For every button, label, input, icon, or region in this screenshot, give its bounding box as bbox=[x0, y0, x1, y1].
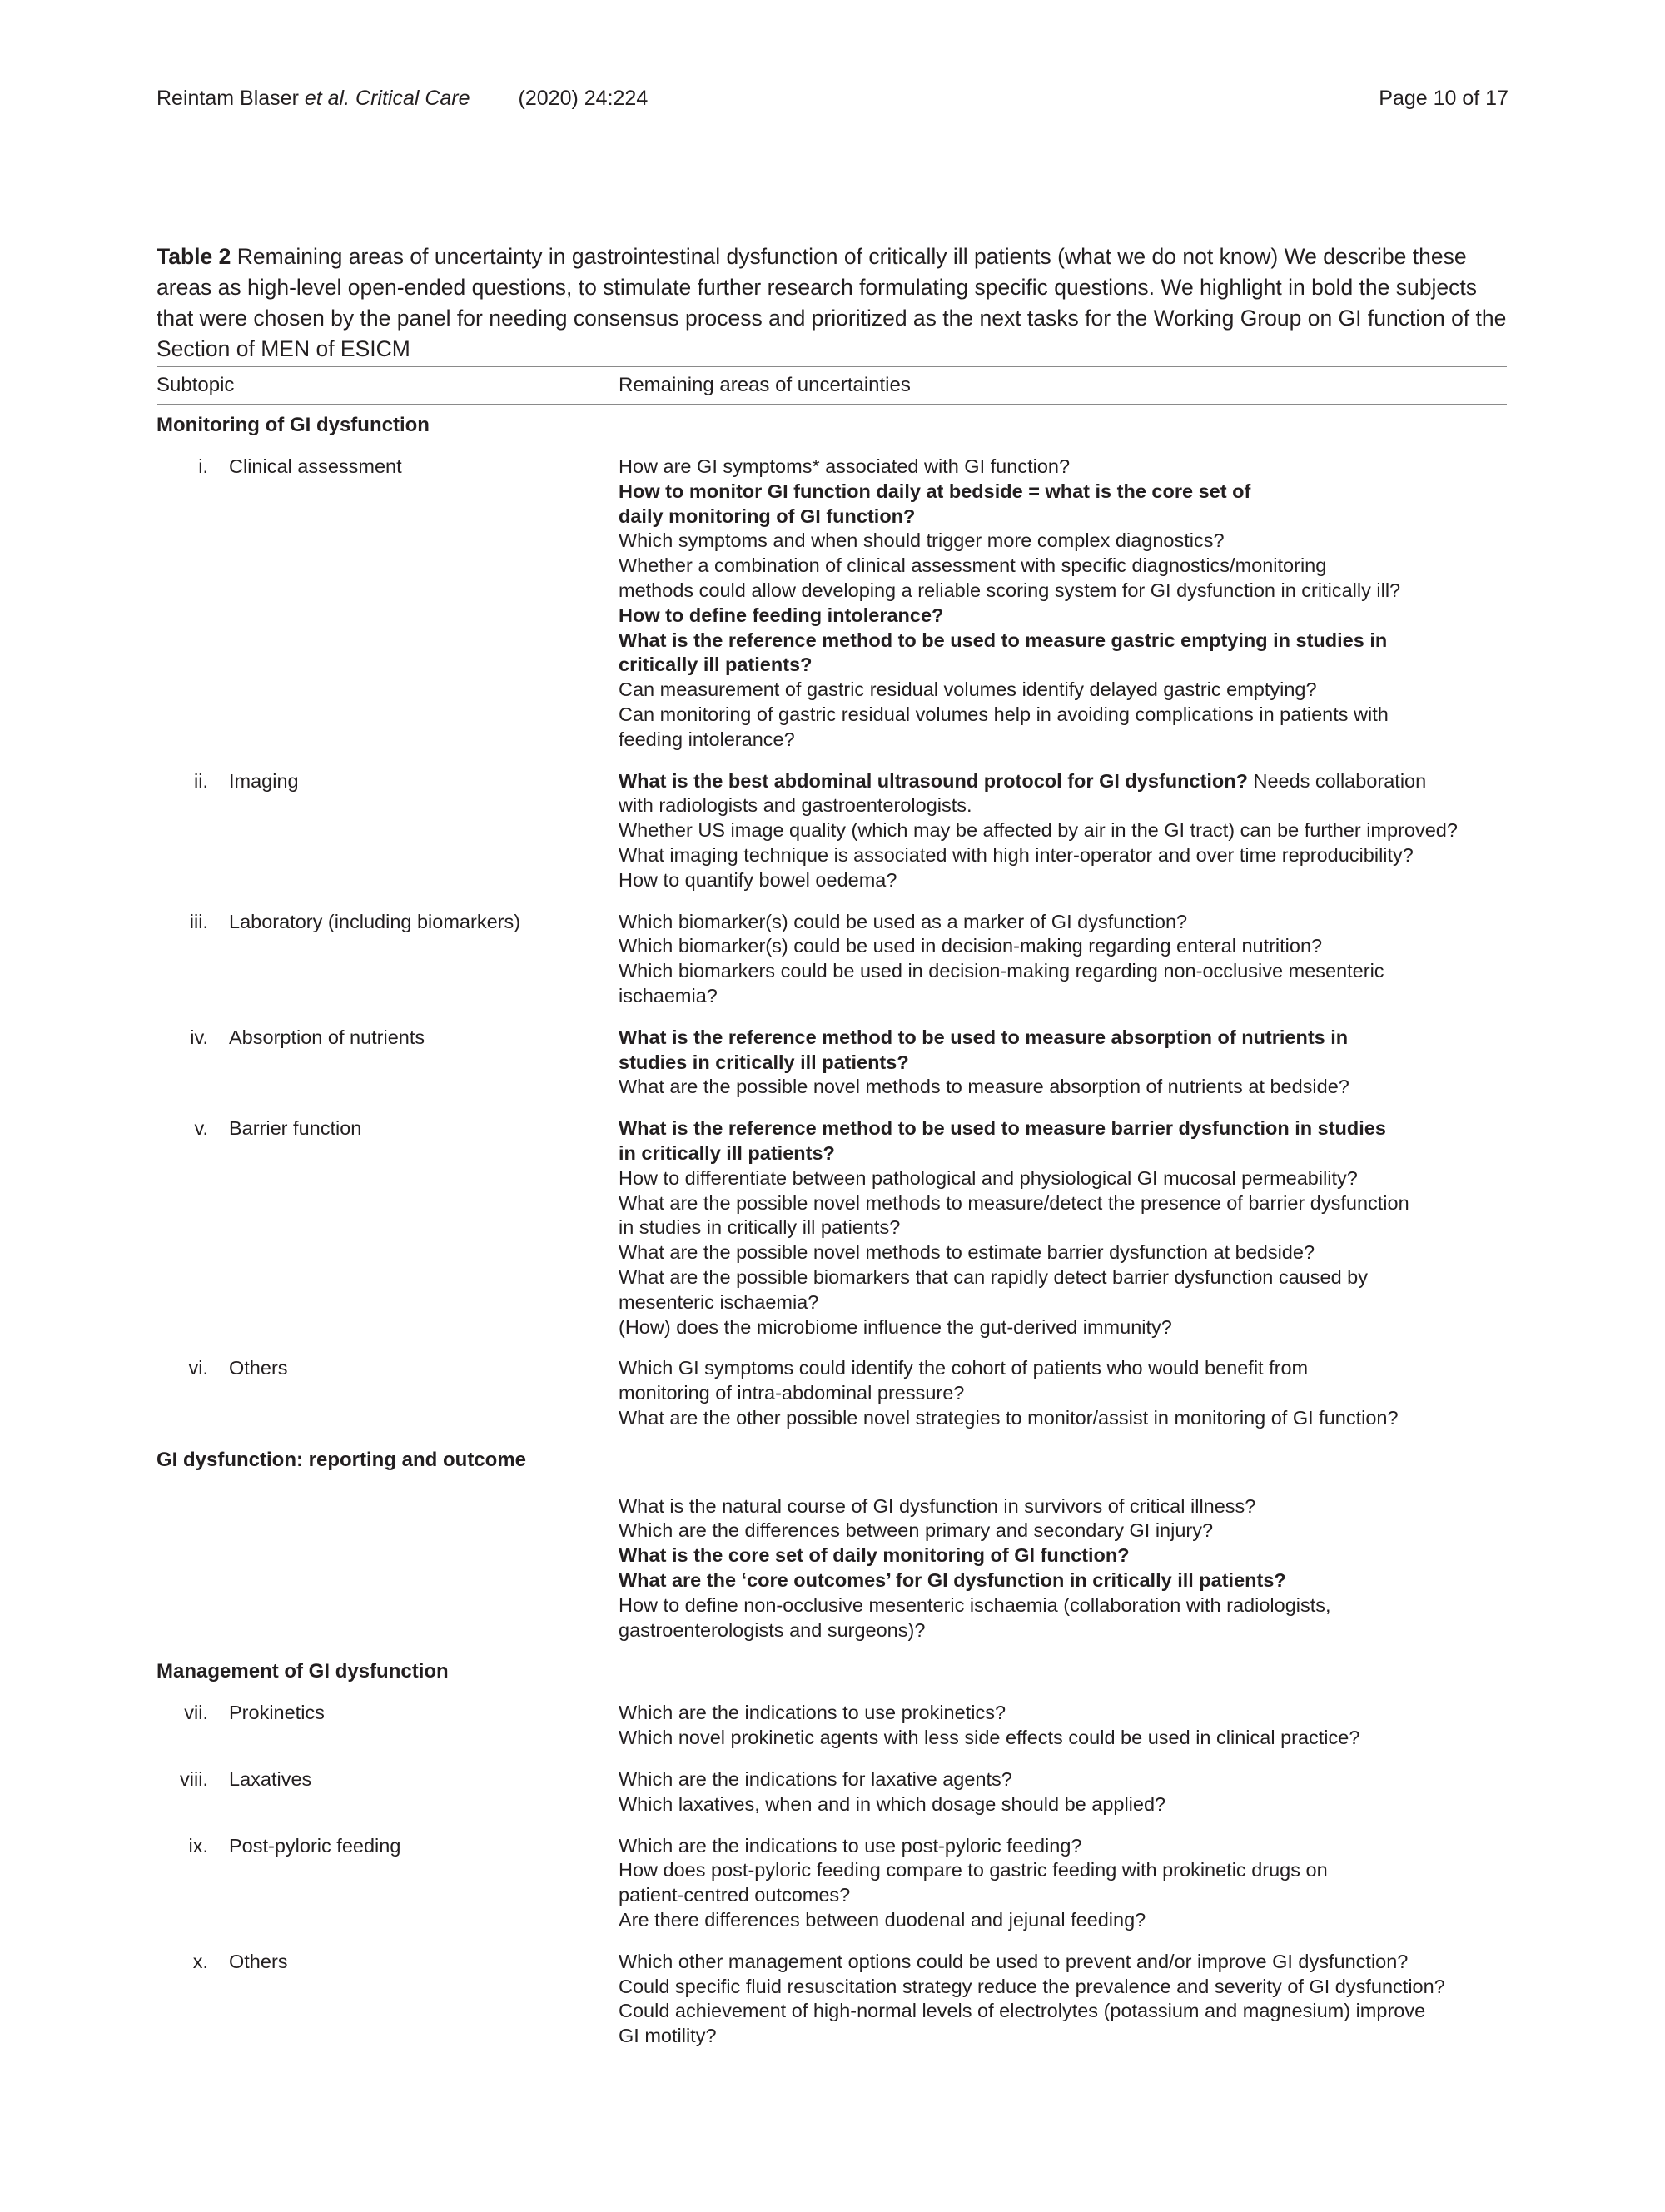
uncertainty-table bbox=[157, 366, 1507, 2065]
page-number: Page 10 of 17 bbox=[1379, 87, 1508, 110]
table-row bbox=[157, 1701, 1507, 1751]
question-line: in studies in critically ill patients? bbox=[619, 1216, 901, 1239]
question-line: How to quantify bowel oedema? bbox=[619, 868, 897, 891]
question-line: What are the ‘core outcomes’ for GI dysfunction in critically ill patients? bbox=[619, 1569, 1286, 1592]
question-line: What is the natural course of GI dysfunction in survivors of critical illness? bbox=[619, 1494, 1256, 1517]
question-line: How to monitor GI function daily at bedside = what is the core set of bbox=[619, 480, 1251, 502]
question-line: What is the reference method to be used to measure gastric emptying in studies in bbox=[619, 629, 1388, 651]
issue: (2020) 24:224 bbox=[518, 87, 649, 110]
row-numeral: v. bbox=[194, 1117, 208, 1140]
col-header-subtopic: Subtopic bbox=[157, 374, 235, 396]
row-numeral: vi. bbox=[188, 1357, 208, 1379]
etal: et al. bbox=[304, 87, 350, 110]
question-line: Which are the indications for laxative agents? bbox=[619, 1768, 1012, 1791]
question-line: gastroenterologists and surgeons)? bbox=[619, 1618, 926, 1641]
question-line: with radiologists and gastroenterologists. bbox=[619, 794, 972, 817]
question-line: Which novel prokinetic agents with less side effects could be used in clinical practice? bbox=[619, 1727, 1360, 1749]
table-row bbox=[157, 769, 1507, 893]
question-line: What is the reference method to be used to measure absorption of nutrients in bbox=[619, 1026, 1349, 1048]
row-questions bbox=[619, 910, 1507, 1009]
question-bold: What is the best abdominal ultrasound protocol for GI dysfunction? bbox=[619, 769, 1248, 792]
row-questions bbox=[619, 1701, 1507, 1751]
question-line: What are the possible novel methods to estimate barrier dysfunction at bedside? bbox=[619, 1241, 1315, 1264]
row-questions bbox=[619, 1494, 1507, 1643]
row-numeral: iv. bbox=[190, 1026, 208, 1048]
question-line: How to differentiate between pathological and physiological GI mucosal permeability? bbox=[619, 1166, 1358, 1189]
table-header-row bbox=[157, 367, 1507, 404]
question-line: feeding intolerance? bbox=[619, 728, 795, 750]
question-line: Which biomarker(s) could be used in decision-making regarding enteral nutrition? bbox=[619, 935, 1323, 957]
question-line: patient-centred outcomes? bbox=[619, 1884, 851, 1906]
question-line: mesenteric ischaemia? bbox=[619, 1290, 819, 1313]
row-numeral: i. bbox=[198, 455, 208, 477]
table-row bbox=[157, 1950, 1507, 2049]
question-line bbox=[619, 769, 1507, 794]
row-questions bbox=[619, 455, 1507, 753]
question-line: (How) does the microbiome influence the gut-derived immunity? bbox=[619, 1315, 1172, 1338]
row-numeral: vii. bbox=[184, 1702, 208, 1724]
question-line: Could specific fluid resuscitation strategy reduce the prevalence and severity of GI dysfunction? bbox=[619, 1975, 1445, 1997]
question-line: Which laxatives, when and in which dosage should be applied? bbox=[619, 1792, 1166, 1815]
question-line: studies in critically ill patients? bbox=[619, 1051, 909, 1073]
question-line: How to define feeding intolerance? bbox=[619, 604, 944, 626]
row-questions bbox=[619, 1356, 1507, 1430]
row-questions bbox=[619, 769, 1507, 893]
question-line: monitoring of intra-abdominal pressure? bbox=[619, 1382, 965, 1404]
question-line: What are the possible novel methods to measure/detect the presence of barrier dysfunction bbox=[619, 1191, 1409, 1214]
question-line: What is the core set of daily monitoring of GI function? bbox=[619, 1544, 1130, 1567]
question-line: Whether a combination of clinical assessment with specific diagnostics/monitoring bbox=[619, 554, 1327, 577]
question-line: Which biomarker(s) could be used as a marker of GI dysfunction? bbox=[619, 910, 1188, 932]
running-header bbox=[157, 87, 1508, 120]
question-line: methods could allow developing a reliable scoring system for GI dysfunction in critically ill? bbox=[619, 579, 1401, 601]
caption-text: Remaining areas of uncertainty in gastrointestinal dysfunction of critically ill patients (what we do not know) We describe these areas as high-level open-ended questions, to stimulate further research formulating specific questions. We highlight in bold the subjects that were chosen by the panel for needing consensus process and prioritized as the next tasks for the Working Group on GI function of the Section of MEN of ESICM bbox=[157, 244, 1507, 361]
row-questions bbox=[619, 1116, 1507, 1340]
row-numeral: viii. bbox=[180, 1768, 208, 1791]
question-line: in critically ill patients? bbox=[619, 1141, 835, 1164]
question-line: Which GI symptoms could identify the cohort of patients who would benefit from bbox=[619, 1357, 1309, 1379]
question-line: GI motility? bbox=[619, 2025, 717, 2047]
table-row bbox=[157, 1116, 1507, 1340]
row-subtopic: Others bbox=[229, 1950, 288, 1972]
row-subtopic: Prokinetics bbox=[229, 1702, 325, 1724]
question-line: Which other management options could be used to prevent and/or improve GI dysfunction? bbox=[619, 1950, 1409, 1972]
question-line: Which are the differences between primary and secondary GI injury? bbox=[619, 1519, 1214, 1542]
question-line: Are there differences between duodenal and jejunal feeding? bbox=[619, 1909, 1146, 1931]
question-line: ischaemia? bbox=[619, 984, 718, 1007]
row-numeral: ii. bbox=[194, 769, 208, 792]
row-subtopic: Imaging bbox=[229, 769, 299, 792]
table-row bbox=[157, 455, 1507, 753]
row-numeral: x. bbox=[192, 1950, 208, 1972]
col-header-uncertainties: Remaining areas of uncertainties bbox=[619, 374, 911, 396]
section-title: GI dysfunction: reporting and outcome bbox=[157, 1448, 526, 1471]
row-subtopic: Laxatives bbox=[229, 1768, 312, 1791]
row-numeral: iii. bbox=[189, 910, 208, 932]
table-row bbox=[157, 1494, 1507, 1643]
caption-label: Table 2 bbox=[157, 244, 231, 269]
question-line: Whether US image quality (which may be affected by air in the GI tract) can be further improved? bbox=[619, 819, 1458, 842]
question-tail: Needs collaboration bbox=[1247, 769, 1427, 792]
table-row bbox=[157, 1834, 1507, 1933]
question-line: Which are the indications to use prokinetics? bbox=[619, 1702, 1006, 1724]
journal-name: Critical Care bbox=[355, 87, 470, 110]
question-line: How does post-pyloric feeding compare to gastric feeding with prokinetic drugs on bbox=[619, 1859, 1328, 1881]
question-line: What are the other possible novel strategies to monitor/assist in monitoring of GI function? bbox=[619, 1406, 1399, 1429]
row-numeral: ix. bbox=[188, 1834, 208, 1857]
table-caption bbox=[157, 241, 1507, 365]
question-line: Which are the indications to use post-pyloric feeding? bbox=[619, 1834, 1082, 1857]
question-line: What are the possible biomarkers that can rapidly detect barrier dysfunction caused by bbox=[619, 1265, 1368, 1288]
question-line: Could achievement of high-normal levels of electrolytes (potassium and magnesium) improve bbox=[619, 2000, 1426, 2022]
question-line: What are the possible novel methods to measure absorption of nutrients at bedside? bbox=[619, 1076, 1349, 1098]
row-subtopic: Post-pyloric feeding bbox=[229, 1834, 401, 1857]
question-line: What imaging technique is associated with high inter-operator and over time reproducibility? bbox=[619, 843, 1414, 866]
row-subtopic: Laboratory (including biomarkers) bbox=[229, 910, 521, 932]
row-subtopic: Clinical assessment bbox=[229, 455, 402, 477]
table-row bbox=[157, 1356, 1507, 1430]
question-line: How are GI symptoms* associated with GI function? bbox=[619, 455, 1071, 477]
table-body bbox=[157, 413, 1507, 2049]
question-line: Can measurement of gastric residual volumes identify delayed gastric emptying? bbox=[619, 679, 1317, 701]
question-line: How to define non-occlusive mesenteric ischaemia (collaboration with radiologists, bbox=[619, 1593, 1331, 1616]
question-line: critically ill patients? bbox=[619, 654, 813, 676]
table-row bbox=[157, 910, 1507, 1009]
citation bbox=[157, 87, 648, 111]
question-line: Which symptoms and when should trigger more complex diagnostics? bbox=[619, 529, 1225, 552]
question-line: daily monitoring of GI function? bbox=[619, 505, 916, 527]
table-row bbox=[157, 1026, 1507, 1100]
section-title: Monitoring of GI dysfunction bbox=[157, 414, 430, 436]
row-questions bbox=[619, 1834, 1507, 1933]
authors: Reintam Blaser bbox=[157, 87, 305, 110]
section-title: Management of GI dysfunction bbox=[157, 1660, 449, 1683]
question-line: What is the reference method to be used to measure barrier dysfunction in studies bbox=[619, 1117, 1386, 1140]
row-questions bbox=[619, 1026, 1507, 1100]
table-row bbox=[157, 1767, 1507, 1817]
row-subtopic: Absorption of nutrients bbox=[229, 1026, 425, 1048]
header-rule bbox=[157, 404, 1507, 405]
question-line: Which biomarkers could be used in decision-making regarding non-occlusive mesenteric bbox=[619, 960, 1384, 982]
row-subtopic: Others bbox=[229, 1357, 288, 1379]
row-questions bbox=[619, 1950, 1507, 2049]
row-subtopic: Barrier function bbox=[229, 1117, 362, 1140]
question-line: Can monitoring of gastric residual volumes help in avoiding complications in patients with bbox=[619, 703, 1389, 725]
row-questions bbox=[619, 1767, 1507, 1817]
